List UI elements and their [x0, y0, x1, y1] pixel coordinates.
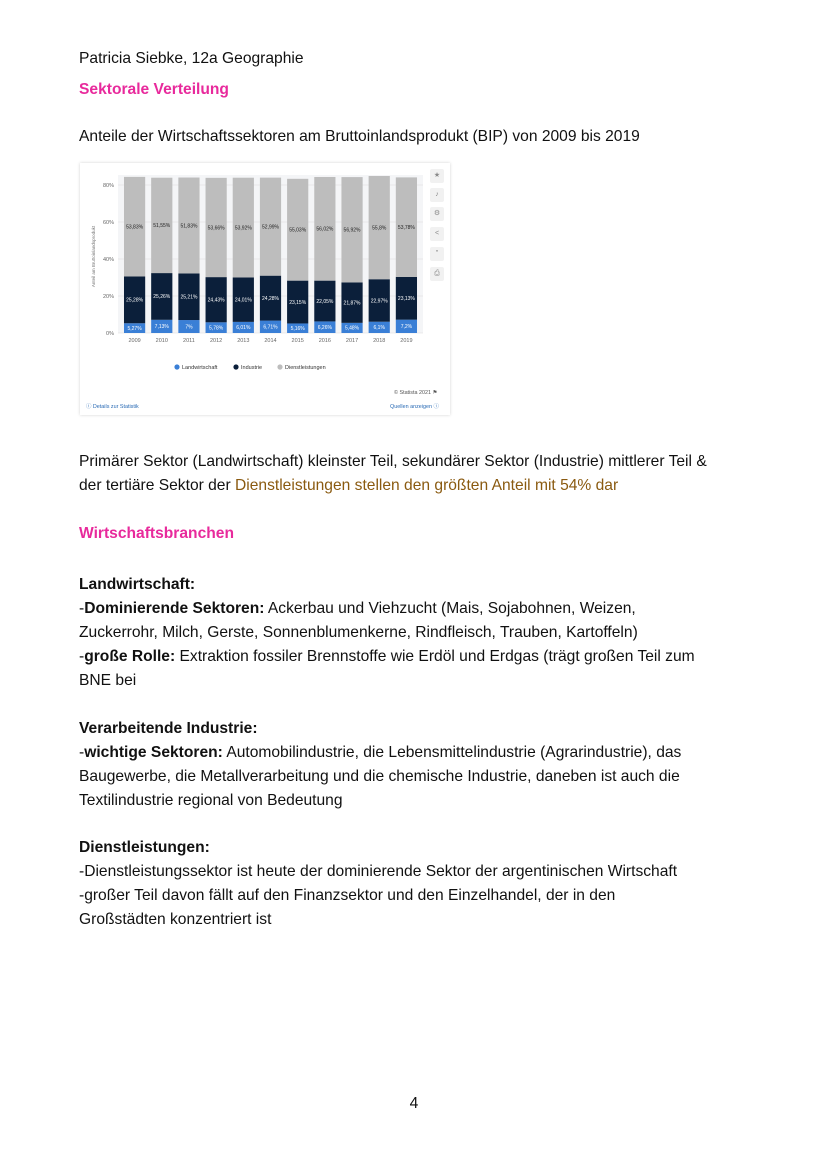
x-tick-label: 2009: [128, 338, 141, 344]
statista-copyright: [394, 390, 437, 396]
paragraph-line-2-text: der tertiäre Sektor der: [79, 477, 236, 494]
x-tick-label: 2018: [373, 338, 386, 344]
y-axis-label: Anteil am Bruttoinlandsprodukt: [91, 225, 96, 288]
bell-icon[interactable]: ♪: [430, 188, 444, 202]
industrie-line-3: Textilindustrie regional von Bedeutung: [79, 792, 343, 809]
industrie-line-1: [79, 741, 681, 765]
data-label: 51,83%: [180, 223, 198, 230]
details-link[interactable]: [86, 402, 139, 410]
info-icon: ⓘ: [86, 404, 92, 410]
heading-landwirtschaft-text: Landwirtschaft:: [79, 576, 196, 593]
data-label: 24,01%: [234, 297, 252, 304]
gear-icon[interactable]: ⚙: [430, 207, 444, 221]
data-label: 6,26%: [317, 325, 332, 332]
data-label: 22,97%: [370, 298, 388, 305]
paragraph-line-1: Primärer Sektor (Landwirtschaft) kleinster Teil, sekundärer Sektor (Industrie) mittlerer Teil &: [79, 453, 707, 470]
bold-label: Dominierende Sektoren:: [84, 600, 265, 617]
x-tick-label: 2016: [318, 338, 331, 344]
landwirtschaft-line-3: [79, 645, 695, 669]
legend-marker: [277, 364, 282, 369]
data-label: 6,01%: [236, 325, 251, 332]
landwirtschaft-line-2: Zuckerrohr, Milch, Gerste, Sonnenblumenkerne, Rindfleisch, Trauben, Kartoffeln): [79, 624, 638, 641]
statistic-widget: [80, 163, 450, 415]
dienstleistungen-line-1: -Dienstleistungssektor ist heute der dominierende Sektor der argentinischen Wirtschaft: [79, 863, 678, 880]
y-tick-label: 60%: [102, 220, 114, 226]
heading-industrie: [79, 717, 258, 741]
stacked-bar-chart: [80, 163, 450, 415]
y-tick-label: 0%: [106, 331, 114, 337]
data-label: 5,16%: [290, 326, 305, 333]
legend-marker: [174, 364, 179, 369]
data-label: 23,13%: [397, 296, 415, 303]
copyright-text: © Statista 2021: [394, 390, 431, 396]
details-link-label: Details zur Statistik: [92, 404, 139, 410]
data-label: 5,27%: [127, 325, 142, 332]
legend-marker: [233, 364, 238, 369]
heading-dienstleistungen: [79, 836, 210, 860]
data-label: 53,78%: [397, 224, 415, 231]
data-label: 7,13%: [154, 324, 169, 331]
line-text: Automobilindustrie, die Lebensmittelindustrie (Agrarindustrie), das: [222, 744, 682, 761]
data-label: 25,28%: [126, 297, 144, 304]
bullet-dash: -: [79, 648, 85, 665]
data-label: 5,48%: [344, 325, 360, 332]
x-tick-label: 2011: [183, 338, 195, 344]
print-icon[interactable]: ⎙: [430, 267, 444, 281]
data-label: 22,05%: [316, 298, 334, 305]
data-label: 21,87%: [343, 300, 361, 307]
share-icon[interactable]: <: [430, 227, 444, 241]
section-title-wirtschaftsbranchen: Wirtschaftsbranchen: [79, 525, 234, 542]
data-label: 24,43%: [207, 297, 225, 304]
data-label: 53,92%: [234, 225, 252, 232]
x-tick-label: 2019: [400, 338, 413, 344]
x-tick-label: 2010: [155, 338, 168, 344]
y-tick-label: 20%: [102, 294, 114, 300]
heading-industrie-text: Verarbeitende Industrie:: [79, 720, 258, 737]
x-tick-label: 2012: [210, 338, 223, 344]
quote-icon[interactable]: ": [430, 247, 444, 261]
landwirtschaft-line-4: BNE bei: [79, 672, 137, 689]
line-text: Extraktion fossiler Brennstoffe wie Erdöl und Erdgas (trägt großen Teil zum: [175, 648, 695, 665]
y-tick-label: 80%: [102, 183, 114, 189]
industrie-line-2: Baugewerbe, die Metallverarbeitung und die chemische Industrie, daneben ist auch die: [79, 768, 680, 785]
x-tick-label: 2015: [291, 338, 304, 344]
section-title-sektorale-verteilung: Sektorale Verteilung: [79, 81, 229, 98]
y-tick-label: 40%: [102, 257, 114, 263]
legend-label: Landwirtschaft: [182, 365, 218, 371]
data-label: 6,1%: [373, 325, 385, 332]
x-tick-label: 2014: [264, 338, 277, 344]
bold-label: wichtige Sektoren:: [84, 744, 223, 761]
data-label: 52,99%: [262, 224, 279, 231]
data-label: 55,8%: [372, 225, 387, 232]
heading-landwirtschaft: [79, 573, 195, 597]
data-label: 53,66%: [207, 225, 225, 232]
data-label: 7,2%: [400, 324, 413, 331]
data-label: 6,71%: [263, 324, 278, 331]
chart-caption: Anteile der Wirtschaftssektoren am Bruttoinlandsprodukt (BIP) von 2009 bis 2019: [79, 128, 640, 145]
bullet-dash: -: [79, 600, 85, 617]
data-label: 51,55%: [153, 223, 171, 230]
legend-label: Industrie: [241, 365, 263, 371]
author-line: Patricia Siebke, 12a Geographie: [79, 50, 304, 67]
data-label: 7%: [185, 324, 193, 331]
data-label: 25,21%: [180, 294, 198, 301]
x-tick-label: 2013: [237, 338, 250, 344]
star-icon[interactable]: ★: [430, 169, 444, 183]
page-number: 4: [409, 1095, 419, 1112]
landwirtschaft-line-1: [79, 597, 636, 621]
data-label: 56,92%: [343, 227, 361, 234]
line-text: Ackerbau und Viehzucht (Mais, Sojabohnen, Weizen,: [264, 600, 636, 617]
data-label: 23,15%: [289, 299, 307, 306]
data-label: 25,26%: [153, 294, 171, 301]
data-label: 55,03%: [289, 227, 307, 234]
bold-label: große Rolle:: [84, 648, 176, 665]
info-icon: ⓘ: [433, 404, 439, 410]
sources-link[interactable]: [390, 402, 439, 410]
data-label: 5,78%: [209, 325, 224, 332]
heading-dienstleistungen-text: Dienstleistungen:: [79, 839, 210, 856]
dienstleistungen-line-3: Großstädten konzentriert ist: [79, 911, 272, 928]
data-label: 53,83%: [126, 224, 144, 231]
sources-link-label: Quellen anzeigen: [390, 404, 432, 410]
bullet-dash: -: [79, 744, 85, 761]
data-label: 56,02%: [316, 226, 334, 233]
data-label: 24,28%: [262, 295, 279, 302]
flag-icon: ⚑: [432, 390, 438, 396]
legend-label: Dienstleistungen: [285, 365, 326, 371]
highlighted-conclusion: Dienstleistungen stellen den größten Anteil mit 54% dar: [235, 477, 619, 494]
paragraph-line-2: [79, 474, 618, 498]
dienstleistungen-line-2: -großer Teil davon fällt auf den Finanzsektor und den Einzelhandel, der in den: [79, 887, 616, 904]
x-tick-label: 2017: [345, 338, 359, 344]
